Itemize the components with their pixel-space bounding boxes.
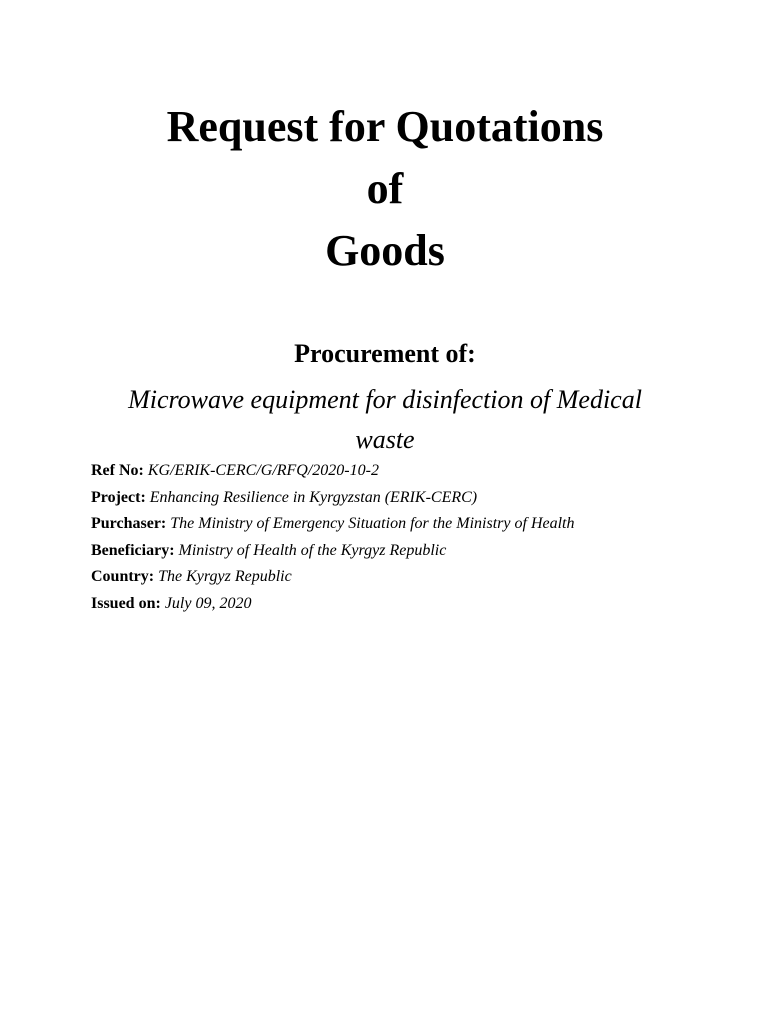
detail-label: Ref No: [91, 462, 144, 479]
detail-label: Project: [91, 488, 146, 506]
detail-row-project [91, 485, 751, 512]
detail-row-purchaser [91, 511, 751, 538]
detail-label: Purchaser: [91, 515, 167, 533]
details-list [91, 458, 751, 618]
document-title [0, 96, 770, 282]
detail-value: July 09, 2020 [164, 594, 252, 612]
detail-row-beneficiary [91, 538, 751, 565]
detail-value: The Kyrgyz Republic [158, 568, 292, 586]
detail-row-ref-no [91, 458, 751, 485]
detail-row-country [91, 564, 751, 591]
detail-value: Ministry of Health of the Kyrgyz Republic [178, 541, 447, 559]
procurement-subject: Microwave equipment for disinfection of Medical waste [128, 385, 642, 454]
detail-row-issued-on [91, 591, 751, 618]
detail-value: KG/ERIK-CERC/G/RFQ/2020-10-2 [147, 462, 379, 479]
procurement-section [0, 334, 770, 460]
procurement-label: Procurement of: [294, 339, 476, 368]
title-line: of [366, 164, 404, 213]
detail-value: The Ministry of Emergency Situation for the Ministry of Health [170, 515, 575, 533]
detail-label: Issued on: [91, 594, 161, 612]
title-line: Request for Quotations [166, 102, 604, 151]
detail-label: Beneficiary: [91, 541, 175, 559]
title-line: Goods [325, 226, 445, 275]
detail-value: Enhancing Resilience in Kyrgyzstan (ERIK-CERC) [149, 488, 478, 506]
detail-label: Country: [91, 568, 155, 586]
